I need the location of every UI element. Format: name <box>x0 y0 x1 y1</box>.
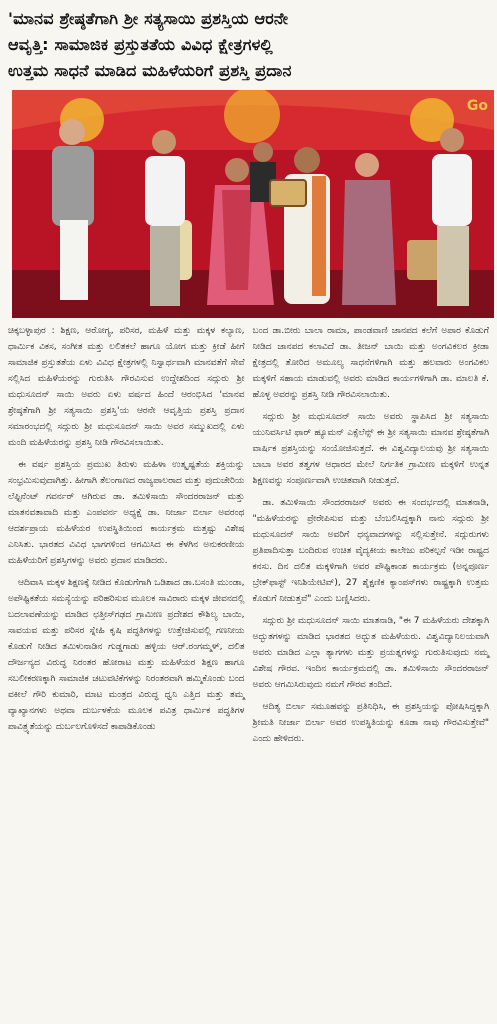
paragraph: ಸದ್ಗುರು ಶ್ರೀ ಮಧುಸೂದನ್ ಸಾಯಿ ಅವರು ಸ್ಥಾಪಿಸಿದ ಶ್ರೀ ಸತ್ಯಸಾಯಿ ಯುನಿವರ್ಸಿಟಿ ಫಾರ್ ಹ್ಯೂಮನ್ ಎಕ್ಸೆಲೆನ್ಸ್ ಈ ಶ್ರೀ ಸತ್ಯಸಾಯಿ ಮಾನವ ಶ್ರೇಷ್ಠತೆಗಾಗಿ ವಾರ್ಷಿಕ ಪ್ರಶಸ್ತಿಯನ್ನು ಸಂಯೋಜಿಸುತ್ತದೆ. ಈ ವಿಶ್ವವಿದ್ಯಾಲಯವು ಶ್ರೀ ಸತ್ಯಸಾಯಿ ಬಾಬಾ ಅವರ ತತ್ವಗಳ ಆಧಾರದ ಮೇಲೆ ನಿರ್ಗತಿಕ ಗ್ರಾಮೀಣ ಮಕ್ಕಳಿಗೆ ಉನ್ನತ ಶಿಕ್ಷಣವನ್ನು ಸಂಪೂರ್ಣವಾಗಿ ಉಚಿತವಾಗಿ ನೀಡುತ್ತದೆ. <box>252 412 489 486</box>
headline-line-1: 'ಮಾನವ ಶ್ರೇಷ್ಠತೆಗಾಗಿ ಶ್ರೀ ಸತ್ಯಸಾಯಿ ಪ್ರಶಸ್ತಿಯ ಆರನೇ <box>8 9 289 28</box>
backdrop-brand-text: Go <box>466 98 488 114</box>
paragraph: ಡಾ. ತಮಿಳಿಸಾಯಿ ಸೌಂದರರಾಜನ್ ಅವರು ಈ ಸಂದರ್ಭದಲ್ಲಿ ಮಾತನಾಡಿ, "ಮಹಿಳೆಯರನ್ನು ಪ್ರೇರೇಪಿಸುವ ಮತ್ತು ಬೆಂಬಲಿಸಿದ್ದಕ್ಕಾಗಿ ನಾನು ಸದ್ಗುರು ಶ್ರೀ ಮಧುಸೂದನ್ ಸಾಯಿ ಅವರಿಗೆ ಧನ್ಯವಾದಗಳನ್ನು ಸಲ್ಲಿಸುತ್ತೇನೆ. ಸದ್ಗುರುಗಳು ಪ್ರತಿಪಾದಿಸುತ್ತಾ ಬಂದಿರುವ ಉಚಿತ ವೈದ್ಯಕೀಯ ಕಾಲೇಜು ಪರಿಕಲ್ಪನೆ ಇಡೀ ರಾಷ್ಟ್ರದ ಕನಸು. ದಿನ ದಲಿತ ಮಕ್ಕಳಿಗಾಗಿ ಅವರ ಪೌಷ್ಟಿಕಾಂಶ ಕಾರ್ಯಕ್ರಮ (ಅನ್ನಪೂರ್ಣ ಬ್ರೇಕ್‌ಫಾಸ್ಟ್ ಇನಿಶಿಯೇಟಿವ್), 27 ಶೈಕ್ಷಣಿಕ ಕ್ಯಾಂಪಸ್‌ಗಳು ರಾಷ್ಟ್ರಕ್ಕಾಗಿ ಉತ್ತಮ ಕೊಡುಗೆ ನೀಡುತ್ತವೆ" ಎಂದು ಬಣ್ಣಿಸಿದರು. <box>252 498 489 604</box>
paragraph: ಆದಿವಾಸಿ ಮಕ್ಕಳ ಶಿಕ್ಷಣಕ್ಕೆ ನೀಡಿದ ಕೊಡುಗೆಗಾಗಿ ಒಡಿಶಾದ ಡಾ.ಬಸಂತಿ ಮುಂಡಾ, ಅಪೌಷ್ಟಿಕತೆಯ ಸಮಸ್ಯೆಯನ್ನು ಪರಿಹರಿಸುವ ಮೂಲಕ ಸಾವಿರಾರು ಮಕ್ಕಳ ಜೀವನದಲ್ಲಿ ಬದಲಾವಣೆಯನ್ನು ಮಾಡಿದ ಛತ್ತೀಸ್‌ಗಢದ ಗ್ರಾಮೀಣ ಪ್ರದೇಶದ ಕೌಶಿಲ್ಯ ಬಾಯಿ, ಸಾವಯವ ಮತ್ತು ಪರಿಸರ ಸ್ನೇಹಿ ಕೃಷಿ ಪದ್ಧತಿಗಳನ್ನು ಉತ್ತೇಜಿಸುವಲ್ಲಿ ಗಣನೀಯ ಕೊಡುಗೆ ನೀಡಿದ ತಮಿಳುನಾಡಿನ ಗುಡ್ಡಗಾಡು ಹಳ್ಳಿಯ ಆರ್.ರಂಗಮ್ಮಳ್, ದಲಿತ ದೌರ್ಜನ್ಯದ ವಿರುದ್ಧ ನಿರಂತರ ಹೋರಾಟ ಮತ್ತು ಮಹಿಳೆಯರ ಶಿಕ್ಷಣ ಹಾಗೂ ಸಬಲೀಕರಣಕ್ಕಾಗಿ ಸಾಮಾಜಿಕ ಚಟುವಟಿಕೆಗಳನ್ನು ನಿರಂತರವಾಗಿ ಹಮ್ಮಿಕೊಂಡು ಬಂದ ವಕೀಲೆ ಗೌರಿ ಕುಮಾರಿ, ಮಾಟ ಮಂತ್ರದ ವಿರುದ್ಧ ಧ್ವನಿ ಎತ್ತಿದ ಮತ್ತು ತಮ್ಮ ವ್ಯಾಖ್ಯಾನಗಳು ಅಥವಾ ದುರ್ಬಳಕೆಯ ಮೂಲಕ ಪವಿತ್ರ ಧಾರ್ಮಿಕ ಪದ್ಧತಿಗಳ ಪಾವಿತ್ರ್ಯತೆಯನ್ನು ದುರ್ಬಲಗೊಳಿಸದೆ ಕಾಪಾಡಿಕೊಂಡು <box>8 578 245 732</box>
headline-line-3: ಉತ್ತಮ ಸಾಧನೆ ಮಾಡಿದ ಮಹಿಳೆಯರಿಗೆ ಪ್ರಶಸ್ತಿ ಪ್ರದಾನ <box>8 61 292 80</box>
headline <box>8 6 489 84</box>
event-photo <box>12 90 494 318</box>
paragraph: ಸದ್ಗುರು ಶ್ರೀ ಮಧುಸೂದನ್ ಸಾಯಿ ಮಾತನಾಡಿ, "ಈ 7 ಮಹಿಳೆಯರು ದೇಶಕ್ಕಾಗಿ ಅದ್ಭುತಗಳನ್ನು ಮಾಡಿದ ಭಾರತದ ಅದ್ಭುತ ಮಹಿಳೆಯರು. ವಿಶ್ವವಿದ್ಯಾನಿಲಯವಾಗಿ ಅವರು ಮಾಡಿದ ಎಲ್ಲಾ ತ್ಯಾಗಗಳು ಮತ್ತು ಪ್ರಯತ್ನಗಳನ್ನು ಗುರುತಿಸುವುದು ನಮ್ಮ ವಿಶೇಷ ಗೌರವ. ಇಂದಿನ ಕಾರ್ಯಕ್ರಮದಲ್ಲಿ ಡಾ. ತಮಿಳಿಸಾಯಿ ಸೌಂದರರಾಜನ್ ಅವರು ಆಗಮಿಸಿರುವುದು ನಮಗೆ ಗೌರವ ತಂದಿದೆ. <box>252 616 489 690</box>
paragraph: ಬಂದ ಡಾ.ಬೀರು ಬಾಲಾ ರಾಮಾ, ಪಾಂಡವಾಣಿ ಜಾನಪದ ಕಲೆಗೆ ಅಪಾರ ಕೊಡುಗೆ ನೀಡಿದ ಜಾನಪದ ಕಲಾವಿದೆ ಡಾ. ತೀಜನ್ ಬಾಯಿ ಮತ್ತು ಅಂಗವಿಕಲರ ಕ್ರೀಡಾ ಕ್ಷೇತ್ರದಲ್ಲಿ ತೋರಿದ ಅಮೂಲ್ಯ ಸಾಧನೆಗಳಿಗಾಗಿ ಮತ್ತು ಹಲವಾರು ಅಂಗವಿಕಲ ಮಕ್ಕಳಿಗೆ ಸಹಾಯ ಮಾಡುವಲ್ಲಿ ಅವರು ಮಾಡಿದ ಕಾರ್ಯಗಳಿಗಾಗಿ ಡಾ. ಮಾಲತಿ ಕೆ. ಹೊಳ್ಳ ಅವರನ್ನು ಪ್ರಶಸ್ತಿ ನೀಡಿ ಗೌರವಿಸಲಾಯಿತು. <box>252 326 489 400</box>
paragraph: ಈ ವರ್ಷ ಪ್ರಶಸ್ತಿಯ ಪ್ರಮುಖ ತಿರುಳು ಮಹಿಳಾ ಉತ್ಕೃಷ್ಟತೆಯ ಶಕ್ತಿಯನ್ನು ಸಂಭ್ರಮಿಸುವುದಾಗಿತ್ತು. ಹೀಗಾಗಿ ತೆಲಂಗಾಣದ ರಾಜ್ಯಪಾಲರಾದ ಮತ್ತು ಪುದುಚೇರಿಯ ಲೆಫ್ಟಿನೆಂಟ್ ಗವರ್ನರ್ ಆಗಿರುವ ಡಾ. ತಮಿಳಿಸಾಯಿ ಸೌಂದರರಾಜನ್ ಮತ್ತು ಮಾತನವತಾವಾದಿ ಮತ್ತು ಎಂಪವರ್ನ ಅಧ್ಯಕ್ಷೆ ಡಾ. ನೀರ್ಜಾ ಬಿರ್ಲಾ ಅವರಂಥ ಆದರ್ಶಪ್ರಾಯ ಮಹಿಳೆಯರ ಉಪಸ್ಥಿತಿಯಿಂದ ಕಾರ್ಯಕ್ರಮ ಮತ್ತಷ್ಟು ವಿಶೇಷ ಎನಿಸಿತು. ಭಾರತದ ವಿವಿಧ ಭಾಗಗಳಿಂದ ಆಗಮಿಸಿದ ಈ ಕೆಳಗಿನ ಅನುಕರಣೀಯ ಮಹಿಳೆಯರಿಗೆ ಪ್ರಶಸ್ತಿಗಳನ್ನು ಅವರು ಪ್ರದಾನ ಮಾಡಿದರು. <box>8 460 245 566</box>
headline-line-2: ಆವೃತ್ತಿ: ಸಾಮಾಜಿಕ ಪ್ರಸ್ತುತತೆಯ ವಿವಿಧ ಕ್ಷೇತ್ರಗಳಲ್ಲಿ <box>8 35 273 54</box>
left-column <box>8 323 245 753</box>
paragraph: ಚಿಕ್ಕಬಳ್ಳಾಪುರ : ಶಿಕ್ಷಣ, ಆರೋಗ್ಯ, ಪರಿಸರ, ಮಹಿಳೆ ಮತ್ತು ಮಕ್ಕಳ ಕಲ್ಯಾಣ, ಧಾರ್ಮಿಕ ವಿಕಸ, ಸಂಗೀತ ಮತ್ತು ಲಲಿತಕಲೆ ಹಾಗೂ ಯೋಗ ಮತ್ತು ಕ್ರೀಡೆ ಹೀಗೆ ಸಾಮಾಜಿಕ ಪ್ರಸ್ತುತತೆಯ ಏಳು ವಿವಿಧ ಕ್ಷೇತ್ರಗಳಲ್ಲಿ ನಿಸ್ವಾರ್ಥವಾಗಿ ಮಾನವತೆಗೆ ಸೇವೆ ಸಲ್ಲಿಸಿದ ಮಹಿಳೆಯರನ್ನು ಗುರುತಿಸಿ ಗೌರವಿಸುವ ಉದ್ದೇಶದಿಂದ ಸದ್ಗುರು ಶ್ರೀ ಮಧುಸೂದನ್ ಸಾಯಿ ಅವರು ಏಳು ವರ್ಷದ ಹಿಂದೆ ಆರಂಭಿಸಿದ 'ಮಾನವ ಶ್ರೇಷ್ಠತೆಗಾಗಿ ಶ್ರೀ ಸತ್ಯಸಾಯಿ ಪ್ರಶಸ್ತಿ'ಯ ಆರನೇ ಆವೃತ್ತಿಯ ಪ್ರಶಸ್ತಿ ಪ್ರದಾನ ಸಮಾರಂಭದಲ್ಲಿ ಸದ್ಗುರು ಶ್ರೀ ಮಧುಸೂದನ್ ಸಾಯಿ ಅವರ ಸಮ್ಮುಖದಲ್ಲಿ ಏಳು ಮಂದಿ ಮಹಿಳೆಯರನ್ನು ಪ್ರಶಸ್ತಿ ನೀಡಿ ಗೌರವಿಸಲಾಯಿತು. <box>8 326 245 448</box>
right-column <box>253 323 490 753</box>
article-body <box>8 323 489 753</box>
paragraph: ಆದಿತ್ಯ ಬಿರ್ಲಾ ಸಮೂಹವನ್ನು ಪ್ರತಿನಿಧಿಸಿ, ಈ ಪ್ರಶಸ್ತಿಯನ್ನು ಪೋಷಿಸಿದ್ದಕ್ಕಾಗಿ ಶ್ರೀಮತಿ ನೀರ್ಜಾ ಬಿರ್ಲಾ ಅವರ ಉಪಸ್ಥಿತಿಯನ್ನು ಕೂಡಾ ನಾವು ಗೌರವಿಸುತ್ತೇವೆ" ಎಂದು ಹೇಳಿದರು. <box>252 702 489 744</box>
event-photo-illustration <box>12 90 494 318</box>
